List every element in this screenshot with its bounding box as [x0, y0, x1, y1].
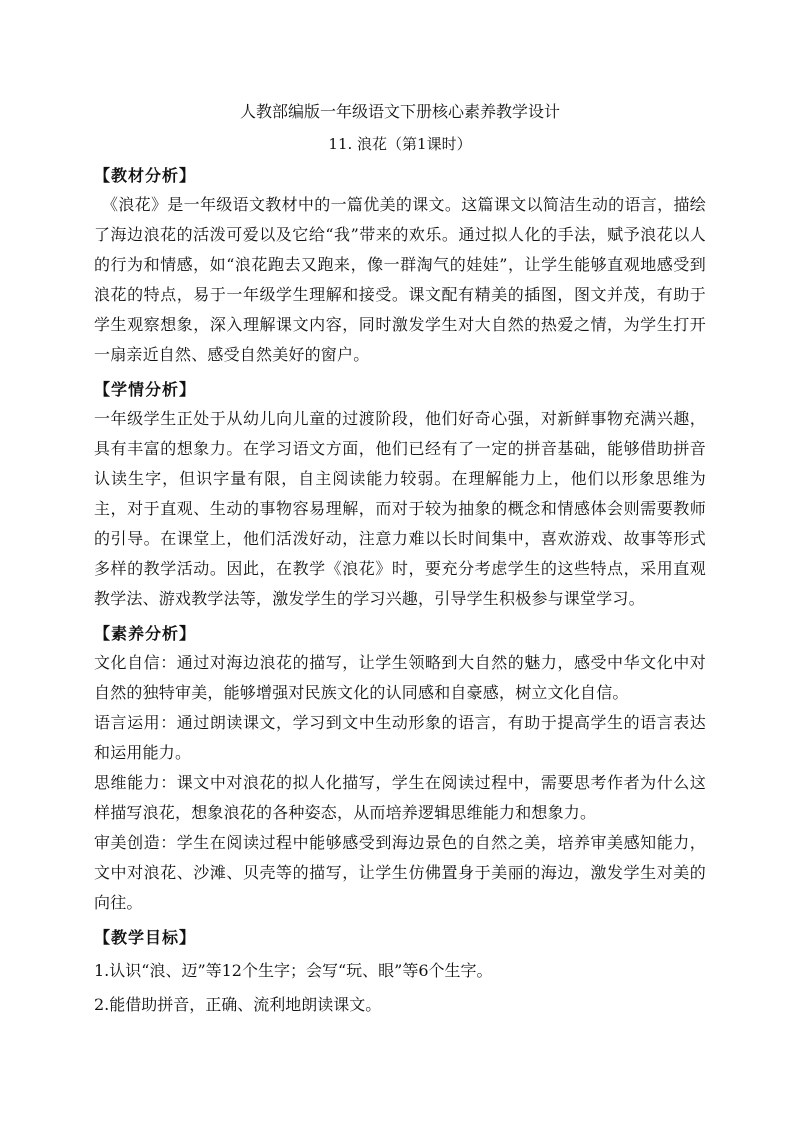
paragraph: 审美创造：学生在阅读过程中能够感受到海边景色的自然之美，培养审美感知能力，文中对浪花、沙滩、贝壳等的描写，让学生仿佛置身于美丽的海边，激发学生对美的向往。	[94, 833, 706, 912]
section-heading: 【教材分析】	[94, 166, 197, 185]
section-heading: 【学情分析】	[94, 380, 197, 399]
section-heading: 【教学目标】	[94, 928, 197, 947]
section-heading: 【素养分析】	[94, 624, 197, 643]
paragraph: 《浪花》是一年级语文教材中的一篇优美的课文。这篇课文以简洁生动的语言，描绘了海边浪花的活泼可爱以及它给“我”带来的欢乐。通过拟人化的手法，赋予浪花以人的行为和情感，如“浪花跑去又跑来，像一群淘气的娃娃”，让学生能够直观地感受到浪花的特点，易于一年级学生理解和接受。课文配有精美的插图，图文并茂，有助于学生观察想象，深入理解课文内容，同时激发学生对大自然的热爱之情，为学生打开一扇亲近自然、感受自然美好的窗户。	[94, 195, 706, 364]
section-textbook-analysis	[94, 162, 706, 370]
document-title: 人教部编版一年级语文下册核心素养教学设计	[239, 102, 560, 121]
goal-item: 1.认识“浪、迈”等12个生字；会写“玩、眼”等6个生字。	[94, 961, 493, 980]
lesson-subtitle: 11. 浪花（第1课时）	[328, 135, 472, 153]
goal-item: 2.能借助拼音，正确、流利地朗读课文。	[94, 995, 382, 1014]
paragraph: 语言运用：通过朗读课文，学习到文中生动形象的语言，有助于提高学生的语言表达和运用能力。	[94, 713, 706, 762]
paragraph: 文化自信：通过对海边浪花的描写，让学生领略到大自然的魅力，感受中华文化中对自然的独特审美，能够增强对民族文化的认同感和自豪感，树立文化自信。	[94, 653, 706, 702]
paragraph: 一年级学生正处于从幼儿向儿童的过渡阶段，他们好奇心强，对新鲜事物充满兴趣，具有丰富的想象力。在学习语文方面，他们已经有了一定的拼音基础，能够借助拼音认读生字，但识字量有限，自主阅读能力较弱。在理解能力上，他们以形象思维为主，对于直观、生动的事物容易理解，而对于较为抽象的概念和情感体会则需要教师的引导。在课堂上，他们活泼好动，注意力难以长时间集中，喜欢游戏、故事等形式多样的教学活动。因此，在教学《浪花》时，要充分考虑学生的这些特点，采用直观教学法、游戏教学法等，激发学生的学习兴趣，引导学生积极参与课堂学习。	[94, 409, 706, 608]
section-literacy-analysis	[94, 620, 706, 918]
section-student-analysis	[94, 376, 706, 614]
paragraph: 思维能力：课文中对浪花的拟人化描写，学生在阅读过程中，需要思考作者为什么这样描写浪花，想象浪花的各种姿态，从而培养逻辑思维能力和想象力。	[94, 773, 706, 822]
section-teaching-goals	[94, 924, 706, 1020]
